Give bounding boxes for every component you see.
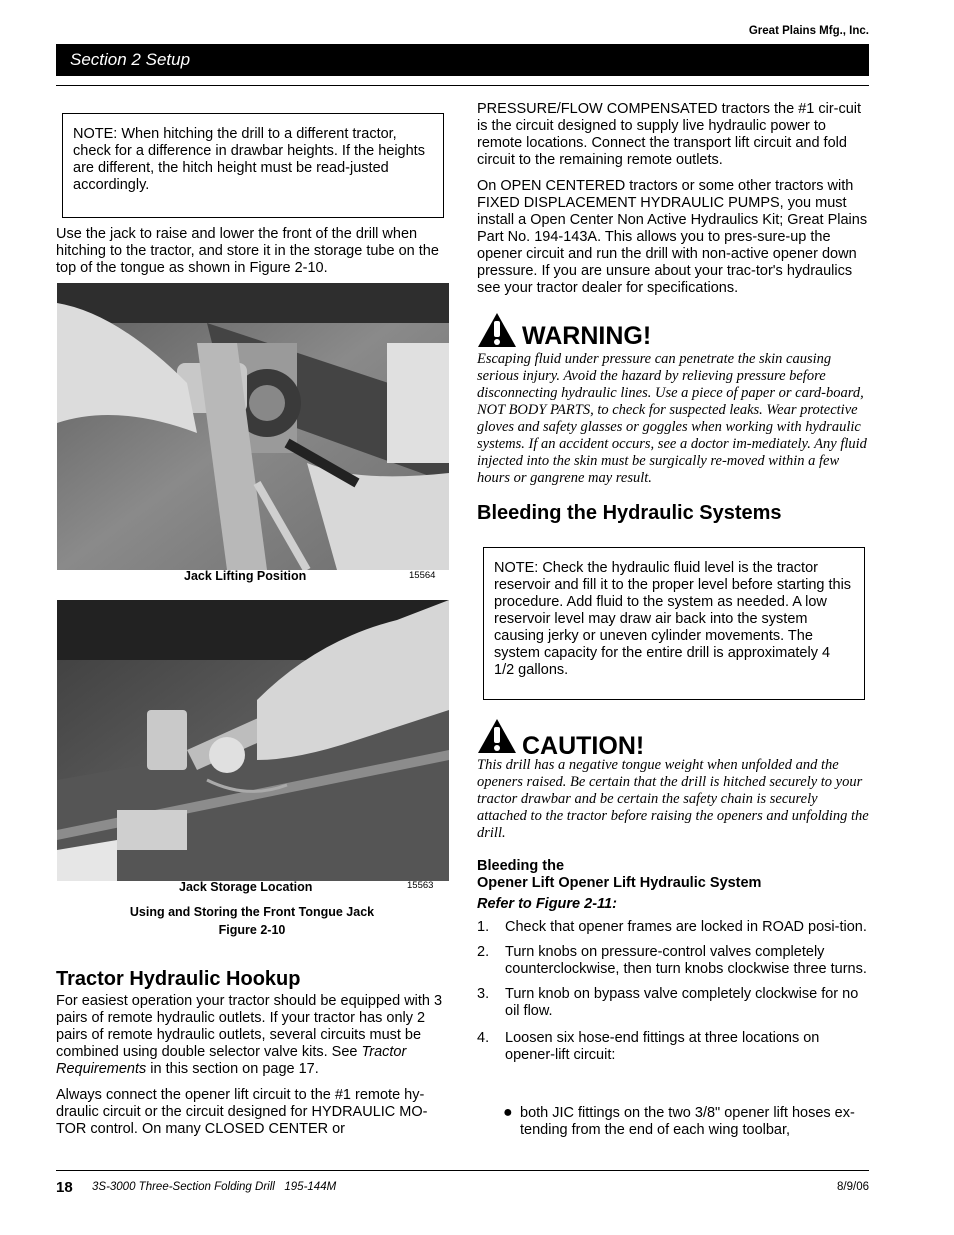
- warning-header: [477, 312, 652, 350]
- hitch-note-box: [62, 113, 444, 218]
- fluid-note-box: [483, 547, 865, 700]
- caution-text: This drill has a negative tongue weight when unfolded and the openers raised. Be certain that the drill is hitched securely to your tractor drawbar and be certain the safety chain is securely attached to the tractor before raising the openers and unfolding the drill.: [477, 757, 869, 841]
- warning-title: WARNING!: [522, 322, 652, 350]
- step-item: 4. Loosen six hose-end fittings at three locations on opener-lift circuit:: [477, 1030, 820, 1063]
- tractor-requirements-reference: Tractor Requirements: [56, 1044, 407, 1077]
- opener-lift-subheading: Bleeding the Opener Lift Opener Lift Hydraulic System: [477, 858, 762, 891]
- right-paragraph-2: On OPEN CENTERED tractors or some other tractors with FIXED DISPLACEMENT HYDRAULIC PUMPS, you must install a Open Center Non Active Hydraulics Kit; Great Plains Part No. 194-143A. This allows you to pres-sure-up the opener circuit and run the drill with non-active opener down pressure. If you are unsure about your trac-tor's hydraulics see your tractor dealer for specifications.: [477, 178, 868, 296]
- figure-title: Using and Storing the Front Tongue Jack: [129, 905, 375, 919]
- bleed-heading: Bleeding the Hydraulic Systems: [477, 502, 782, 524]
- hookup-paragraph-1: For easiest operation your tractor should be equipped with 3 pairs of remote hydraulic outlets. If your tractor has only 2 pairs of remote hydraulic outlets, several circuits must be combined using double selector valve kits. See Tractor Requirements in this section on page 17.: [56, 993, 443, 1077]
- bullet-item: ● both JIC fittings on the two 3/8" opener lift hoses ex-tending from the end of each wing toolbar,: [503, 1104, 855, 1138]
- photo1-caption: Jack Lifting Position: [184, 569, 307, 583]
- header-divider: [56, 85, 869, 86]
- company-name: Great Plains Mfg., Inc.: [748, 25, 869, 37]
- section-title: Section 2 Setup: [70, 50, 191, 69]
- step-item: 2. Turn knobs on pressure-control valves completely counterclockwise, then turn knobs clockwise three turns.: [477, 944, 867, 977]
- bullet-dot-icon: ●: [503, 1104, 513, 1121]
- caution-title: CAUTION!: [522, 732, 645, 760]
- figure-number: Figure 2-10: [218, 923, 286, 937]
- jack-storage-photo: [57, 600, 449, 881]
- step-list: [477, 919, 869, 1064]
- step-item: 3. Turn knob on bypass valve completely clockwise for no oil flow.: [477, 986, 859, 1019]
- photo2-id: 15563: [407, 880, 434, 891]
- photo2-caption: Jack Storage Location: [179, 880, 313, 894]
- footer-divider: [56, 1170, 869, 1171]
- jack-lifting-photo: [57, 283, 449, 570]
- warning-triangle-icon: [477, 312, 517, 348]
- warning-text: Escaping fluid under pressure can penetrate the skin causing serious injury. Avoid the hazard by relieving pressure before disconnecting hydraulic lines. Use a piece of paper or card-board, NOT BODY PARTS, to check for suspected leaks. Wear protective gloves and safety glasses or goggles when working with hydraulic systems. If an accident occurs, see a doctor im-mediately. Any fluid injected into the skin must be surgically re-moved within a few hours or gangrene may result.: [477, 351, 867, 486]
- document-title: 3S-3000 Three-Section Folding Drill 195-144M: [92, 1181, 337, 1193]
- hookup-heading: Tractor Hydraulic Hookup: [56, 968, 301, 990]
- step-item: 1. Check that opener frames are locked in ROAD posi-tion.: [477, 919, 867, 935]
- right-paragraph-1: PRESSURE/FLOW COMPENSATED tractors the #1 cir-cuit is the circuit designed to supply live hydraulic power to remote locations. Connect the transport lift circuit and fold circuit to the remaining remote outlets.: [477, 101, 862, 168]
- hookup-paragraph-2: Always connect the opener lift circuit to the #1 remote hy-draulic circuit or the circuit designed for HYDRAULIC MO-TOR control. On many CLOSED CENTER or: [56, 1087, 428, 1137]
- caution-triangle-icon: [477, 718, 517, 754]
- section-header-bar: [56, 44, 869, 76]
- photo1-id: 15564: [409, 570, 436, 581]
- refer-figure: Refer to Figure 2-11:: [477, 896, 617, 912]
- page-number: 18: [56, 1179, 73, 1196]
- fluid-note-text: NOTE: Check the hydraulic fluid level is the tractor reservoir and fill it to the proper level before starting this procedure. Add fluid to the system as needed. A low reservoir level may draw air back into the system causing jerky or uneven cylinder movements. The system capacity for the entire drill is approximately 4 1/2 gallons.: [494, 560, 852, 678]
- caution-header: [477, 718, 645, 760]
- hitch-note-text: NOTE: When hitching the drill to a different tractor, check for a difference in drawbar heights. If the heights are different, the hitch height must be read-justed accordingly.: [73, 126, 425, 193]
- document-date: 8/9/06: [837, 1181, 869, 1193]
- jack-paragraph: Use the jack to raise and lower the front of the drill when hitching to the tractor, and store it in the storage tube on the top of the tongue as shown in Figure 2-10.: [56, 226, 439, 276]
